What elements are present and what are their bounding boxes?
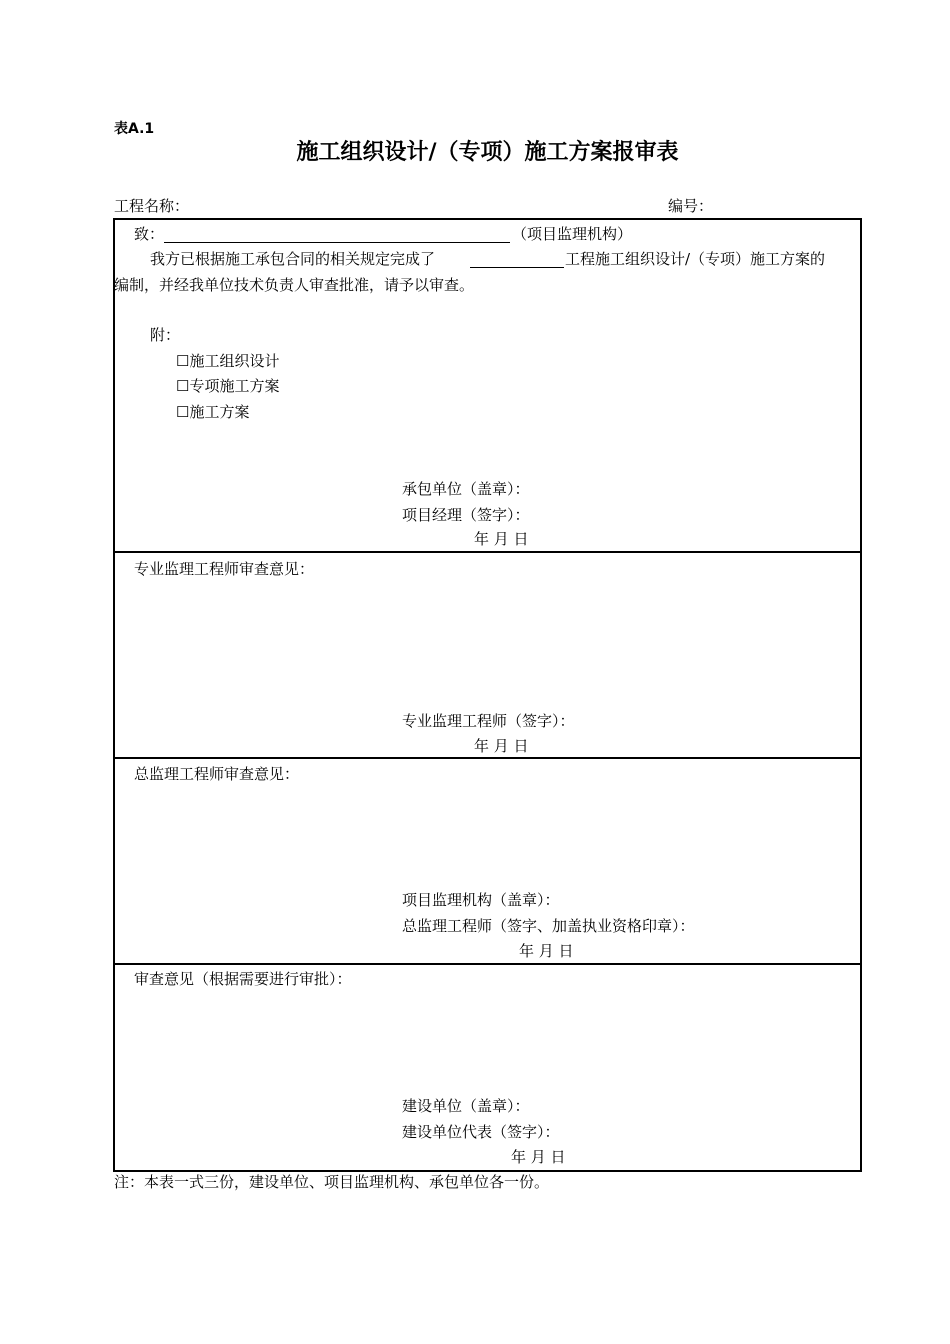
section-divider — [113, 963, 862, 965]
body-text-line2: 编制，并经我单位技术负责人审查批准，请予以审查。 — [114, 276, 475, 294]
section-heading-chief-review: 总监理工程师审查意见： — [134, 765, 300, 783]
project-name-label: 工程名称： — [114, 197, 190, 215]
chief-engineer-sign-label: 总监理工程师（签字、加盖执业资格印章）： — [402, 917, 695, 935]
body-text-line1a: 我方已根据施工承包合同的相关规定完成了 — [150, 250, 436, 268]
section-heading-owner-review: 审查意见（根据需要进行审批）： — [134, 970, 352, 988]
date-line: 年 月 日 — [511, 1148, 566, 1166]
attachment-checkbox-construction-design[interactable]: ☐施工组织设计 — [176, 352, 280, 370]
project-name-blank[interactable] — [470, 267, 564, 268]
date-line: 年 月 日 — [519, 942, 574, 960]
attachment-checkbox-special-plan[interactable]: ☐专项施工方案 — [176, 377, 280, 395]
attachments-label: 附： — [150, 326, 181, 344]
section-divider — [113, 757, 862, 759]
form-title: 施工组织设计/（专项）施工方案报审表 — [296, 140, 679, 165]
to-label: 致： — [134, 225, 165, 243]
project-manager-sign-label: 项目经理（签字）： — [402, 506, 530, 524]
supervisor-org-seal-label: 项目监理机构（盖章）： — [402, 891, 560, 909]
date-line: 年 月 日 — [474, 530, 529, 548]
section-heading-engineer-review: 专业监理工程师审查意见： — [134, 560, 315, 578]
footer-note: 注：本表一式三份，建设单位、项目监理机构、承包单位各一份。 — [114, 1173, 550, 1191]
section-divider — [113, 551, 862, 553]
attachment-checkbox-construction-plan[interactable]: ☐施工方案 — [176, 403, 250, 421]
owner-seal-label: 建设单位（盖章）： — [402, 1097, 530, 1115]
owner-rep-sign-label: 建设单位代表（签字）： — [402, 1123, 560, 1141]
body-text-line1b: 工程施工组织设计/（专项）施工方案的 — [565, 250, 826, 268]
date-line: 年 月 日 — [474, 737, 529, 755]
contractor-seal-label: 承包单位（盖章）： — [402, 480, 530, 498]
supervisor-org-blank[interactable] — [164, 242, 510, 243]
to-suffix: （项目监理机构） — [512, 225, 633, 243]
engineer-sign-label: 专业监理工程师（签字）： — [402, 712, 575, 730]
form-number-label: 编号： — [668, 197, 714, 215]
table-number: 表A.1 — [114, 121, 155, 137]
